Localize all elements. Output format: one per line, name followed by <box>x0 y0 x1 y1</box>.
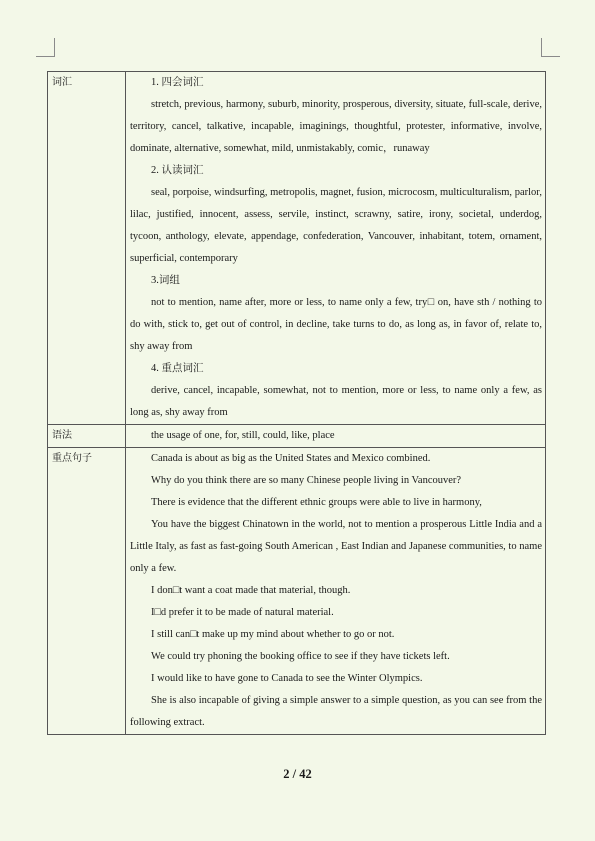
row-label: 重点句子 <box>48 448 126 735</box>
section-heading: 2. 认读词汇 <box>151 165 204 176</box>
grammar-text: the usage of one, for, still, could, like, place <box>151 430 335 441</box>
section-heading: 1. 四会词汇 <box>151 77 204 88</box>
sentence: She is also incapable of giving a simple answer to a simple question, as you can see from the following extract. <box>130 695 542 728</box>
sentence: I don□t want a coat made that material, though. <box>151 585 351 596</box>
sentence: We could try phoning the booking office to see if they have tickets left. <box>151 651 450 662</box>
table-row-grammar <box>48 425 546 448</box>
crop-mark-top-right <box>541 38 560 57</box>
section-heading: 3.词组 <box>151 275 180 286</box>
crop-mark-top-left <box>36 38 55 57</box>
section-text: derive, cancel, incapable, somewhat, not to mention, more or less, to name only a few, as long as, shy away from <box>130 385 542 418</box>
sentence: You have the biggest Chinatown in the world, not to mention a prosperous Little India and a Little Italy, as fast as fast-going South American , East Indian and Japanese communities, to name only a few. <box>130 519 542 574</box>
section-text: not to mention, name after, more or less, to name only a few, try□ on, have sth / nothing to do with, stick to, get out of control, in decline, take turns to do, as long as, in favor of, relate to, shy away from <box>130 297 542 352</box>
lesson-table <box>47 71 546 735</box>
sentence: I still can□t make up my mind about whether to go or not. <box>151 629 395 640</box>
sentences-content <box>126 448 546 735</box>
page-number: 2 / 42 <box>283 767 312 781</box>
row-label: 语法 <box>48 425 126 448</box>
sentence: I□d prefer it to be made of natural material. <box>151 607 334 618</box>
table-row-vocabulary <box>48 72 546 425</box>
row-label: 词汇 <box>48 72 126 425</box>
table-row-key-sentences <box>48 448 546 735</box>
sentence: I would like to have gone to Canada to see the Winter Olympics. <box>151 673 423 684</box>
sentence: Canada is about as big as the United States and Mexico combined. <box>151 453 431 464</box>
section-text: stretch, previous, harmony, suburb, minority, prosperous, diversity, situate, full-scale, derive, territory, cancel, talkative, incapable, imaginings, thoughtful, protester, informative, involve, dominate, alternative, somewhat, mild, unmistakably, comic，runaway <box>130 99 542 154</box>
section-heading: 4. 重点词汇 <box>151 363 204 374</box>
section-text: seal, porpoise, windsurfing, metropolis, magnet, fusion, microcosm, multiculturalism, parlor, lilac, justified, innocent, assess, servile, instinct, scrawny, satire, irony, societal, underdog, tycoon, anthology, elevate, appendage, confederation, Vancouver, inhabitant, totem, ornament, superficial, contemporary <box>130 187 542 264</box>
vocabulary-content <box>126 72 546 425</box>
sentence: Why do you think there are so many Chinese people living in Vancouver? <box>151 475 462 486</box>
sentence: There is evidence that the different ethnic groups were able to live in harmony, <box>151 497 482 508</box>
grammar-content <box>126 425 546 448</box>
